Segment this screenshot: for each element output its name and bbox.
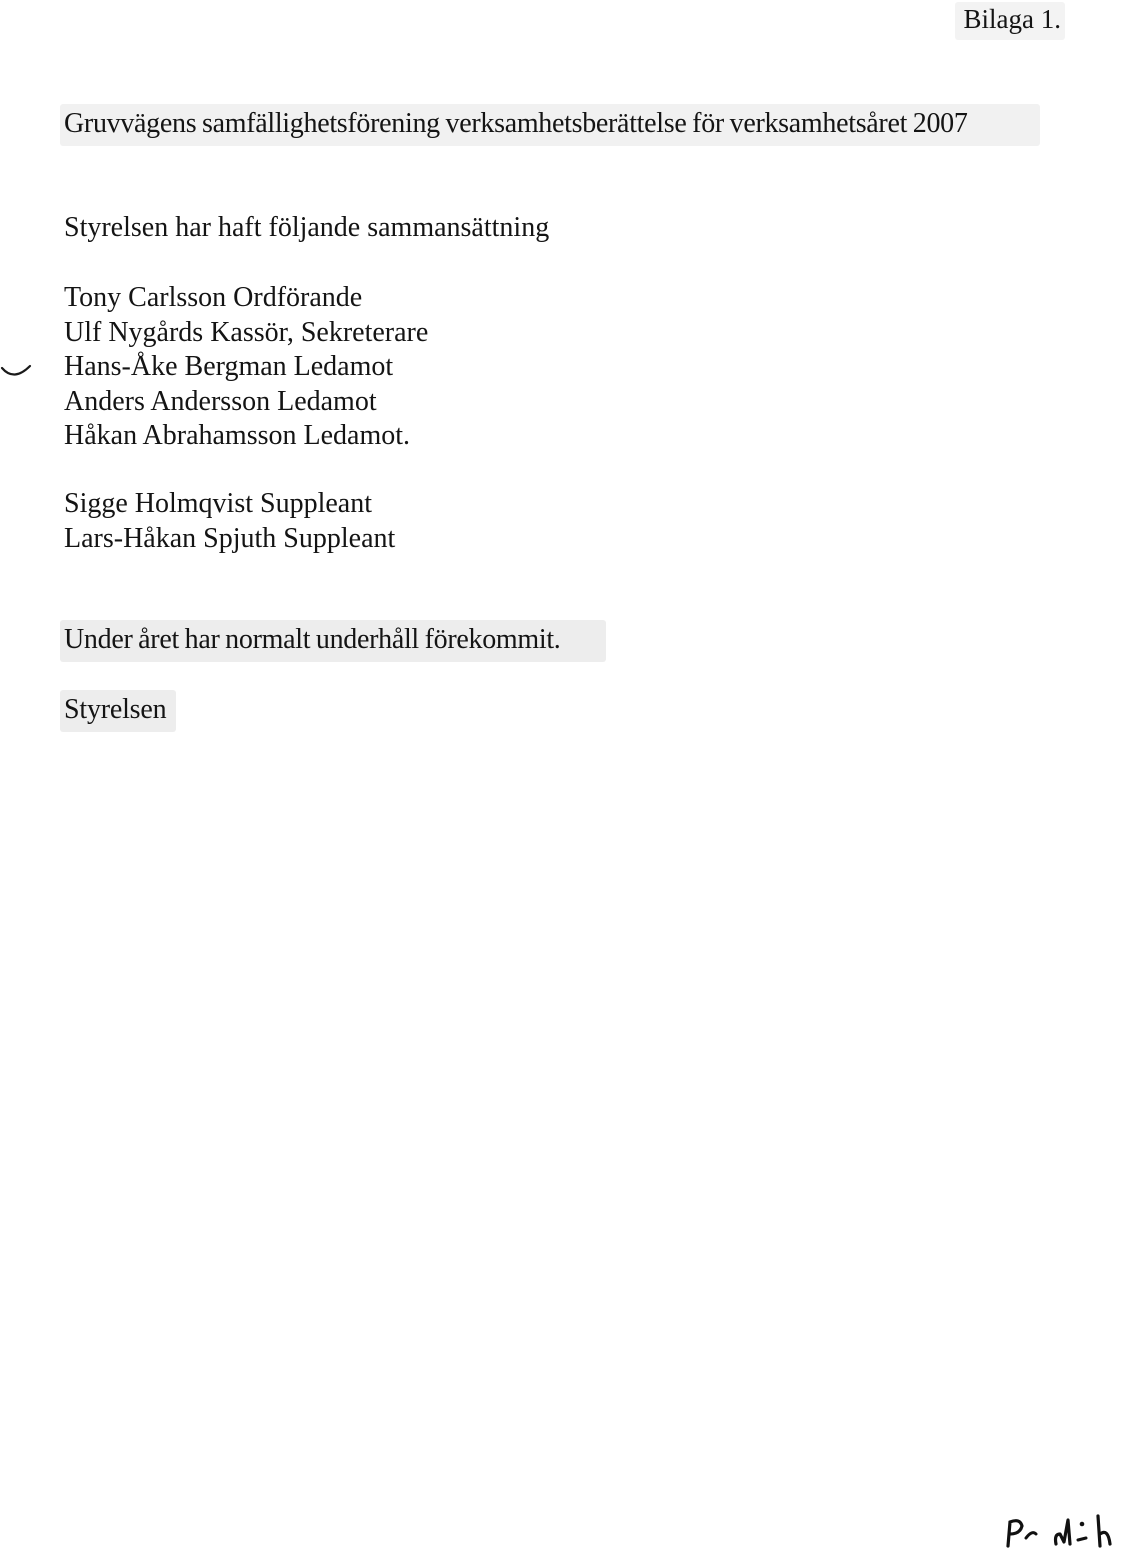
document-title: Gruvvägens samfällighetsförening verksamhetsberättelse för verksamhetsåret 2007 [64, 108, 968, 139]
deputy-list [64, 490, 395, 559]
board-member: Håkan Abrahamsson Ledamot. [64, 420, 411, 451]
signoff: Styrelsen [64, 694, 167, 725]
margin-tick-mark [0, 358, 40, 388]
annex-label: Bilaga 1. [963, 4, 1061, 34]
board-member: Tony Carlsson Ordförande [64, 282, 363, 313]
maintenance-note: Under året har normalt underhåll förekommit. [64, 624, 561, 655]
board-member: Hans-Åke Bergman Ledamot [64, 351, 394, 382]
deputy-member: Sigge Holmqvist Suppleant [64, 488, 372, 519]
deputy-member: Lars-Håkan Spjuth Suppleant [64, 522, 396, 554]
board-member: Ulf Nygårds Kassör, Sekreterare [64, 316, 429, 348]
board-intro: Styrelsen har haft följande sammansättning [64, 212, 550, 243]
board-member: Anders Andersson Ledamot [64, 385, 377, 417]
board-member-list [64, 284, 428, 457]
handwritten-initials [1000, 1508, 1118, 1552]
